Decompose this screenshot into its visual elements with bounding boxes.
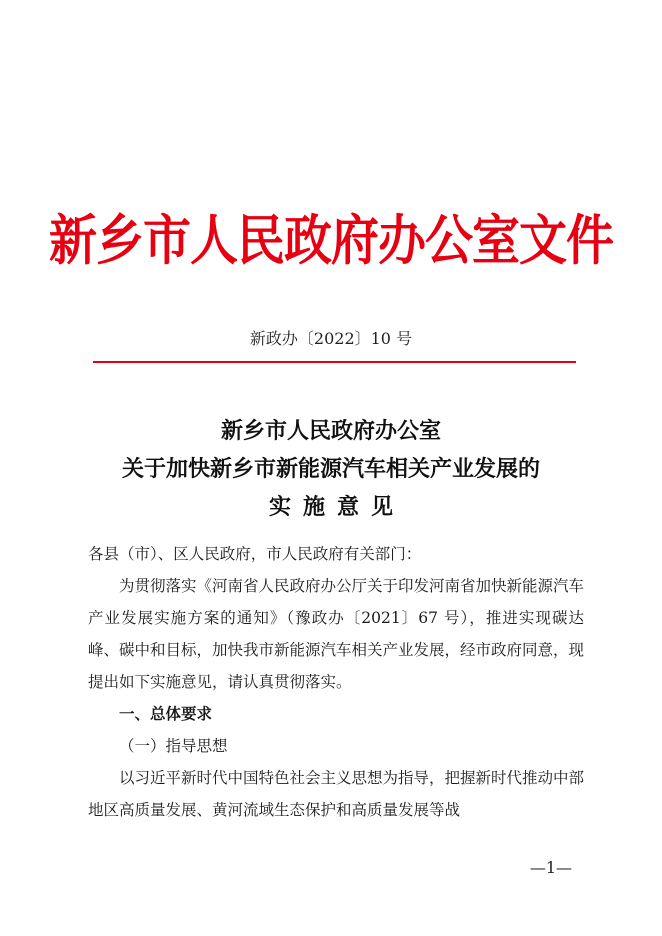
- title-line-2: 关于加快新乡市新能源汽车相关产业发展的: [121, 456, 540, 482]
- title-line-1: 新乡市人民政府办公室: [220, 418, 441, 444]
- salutation: 各县（市）、区人民政府，市人民政府有关部门：: [88, 545, 422, 563]
- document-number: 新政办〔2022〕10 号: [249, 329, 413, 348]
- masthead-title: 新乡市人民政府办公室文件: [48, 209, 613, 273]
- sub-heading: （一）指导思想: [119, 737, 228, 755]
- section-paragraph: 以习近平新时代中国特色社会主义思想为指导，把握新时代推动中部地区高质量发展、黄河流域生态保护和高质量发展等战: [88, 769, 585, 819]
- document-title: [0, 412, 662, 526]
- title-line-3: 实施意见: [268, 494, 405, 520]
- document-body: [88, 538, 584, 826]
- red-divider-line: [93, 361, 576, 363]
- page-number: —1—: [529, 858, 572, 877]
- section-heading: 一、总体要求: [119, 705, 213, 723]
- intro-paragraph: 为贯彻落实《河南省人民政府办公厅关于印发河南省加快新能源汽车产业发展实施方案的通知》（豫政办〔2021〕67 号），推进实现碳达峰、碳中和目标，加快我市新能源汽车相关产业发展，经市政府同意，现提出如下实施意见，请认真贯彻落实。: [88, 577, 585, 691]
